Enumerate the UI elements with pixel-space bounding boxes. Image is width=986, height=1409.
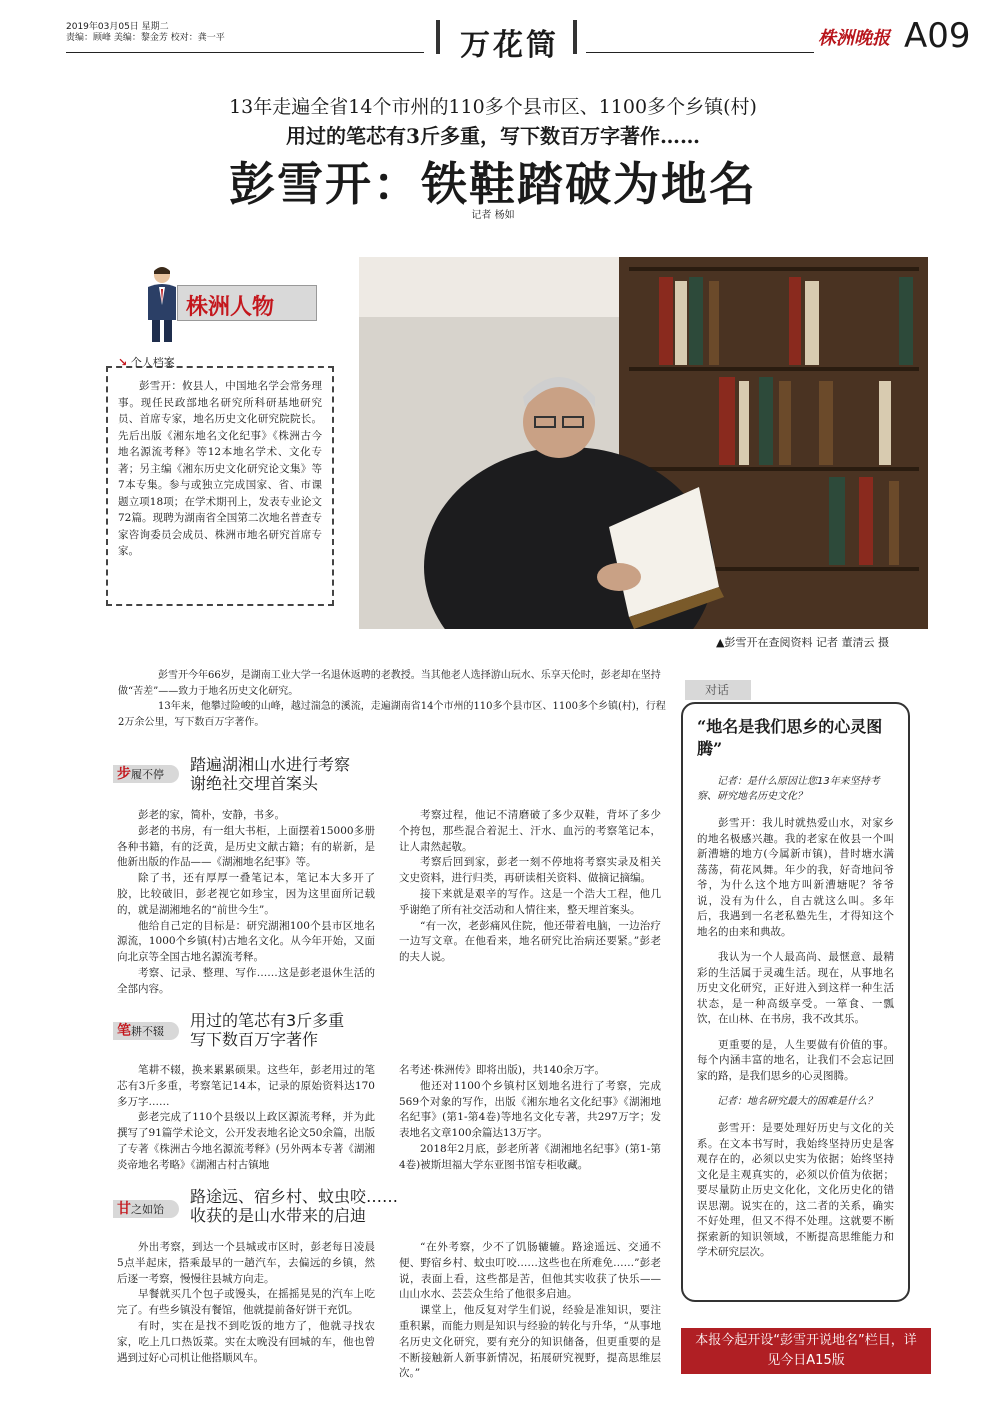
paragraph: 他给自己定的目标是：研究湖湘100个县市区地名源流，1000个乡镇(村)古地名文化。从今年开始，又面向北京等全国古地名源流考释。 bbox=[117, 919, 375, 964]
profile-box bbox=[106, 366, 334, 606]
paragraph: 课堂上，他反复对学生们说，经验是准知识，要注重积累，而能力则是知识与经验的转化与升华，“从事地名历史文化研究，要有充分的知识储备，但更重要的是不断接触新人新事新情况，拓展研究视野，提高思维层次。” bbox=[399, 1304, 661, 1380]
section-1-right bbox=[399, 808, 661, 966]
paragraph: 早餐就买几个包子或馒头，在摇摇晃晃的汽车上吃完了。有些乡镇没有餐馆，他就提前备好饼干充饥。 bbox=[117, 1288, 375, 1317]
subhead-1 bbox=[190, 755, 350, 793]
header-rule-right bbox=[586, 52, 814, 53]
subhead-3 bbox=[190, 1187, 398, 1225]
header-meta bbox=[66, 22, 366, 44]
paragraph: 外出考察，到达一个县城或市区时，彭老每日凌晨5点半起床，搭乘最早的一趟汽车，去偏远的乡镇，然后逐一考察，慢慢往县城方向走。 bbox=[117, 1241, 375, 1285]
paragraph: “有一次，老彭痛风住院，他还带着电脑，一边治疗一边写文章。在他看来，地名研究比治病还要紧。”彭老的夫人说。 bbox=[399, 919, 661, 964]
kicker-line-1: 13年走遍全省14个市州的110多个县市区、1100多个乡镇(村) bbox=[229, 96, 757, 118]
kicker-line-2: 用过的笔芯有3斤多重，写下数百万字著作…… bbox=[286, 124, 700, 148]
lead-paragraph: 彭雪开今年66岁，是湖南工业大学一名退休返聘的老教授。当其他老人选择游山玩水、乐享天伦时，彭老却在坚持做“苦差”——致力于地名历史文化研究。 bbox=[118, 670, 661, 697]
header-bar-right bbox=[573, 20, 577, 54]
dialog-tag: 对话 bbox=[685, 680, 751, 700]
subhead-line: 写下数百万字著作 bbox=[190, 1030, 319, 1049]
issue-date: 2019年03月05日 星期二 bbox=[66, 22, 169, 32]
arrow-icon: ↘ bbox=[118, 356, 128, 369]
subhead-tag-rest: 履不停 bbox=[131, 768, 164, 781]
dialog-title: “地名是我们思乡的心灵图腾” bbox=[697, 717, 883, 758]
section-1-left bbox=[117, 808, 375, 998]
page-number: A09 bbox=[904, 16, 971, 56]
byline: 记者 杨如 bbox=[471, 210, 515, 221]
subhead-tag-3 bbox=[113, 1200, 179, 1218]
paragraph: “在外考察，少不了饥肠辘辘。路途遥远、交通不便、野宿乡村、蚊虫叮咬……这些也在所难免……”彭老说，表面上看，这些都是苦，但他其实收获了快乐——山山水水、芸芸众生给了他很多启迪。 bbox=[399, 1241, 661, 1301]
subhead-2 bbox=[190, 1011, 344, 1049]
interview-question: 记者：地名研究最大的困难是什么？ bbox=[717, 1096, 877, 1107]
profile-tag-label: 个人档案 bbox=[130, 356, 175, 369]
subhead-tag-initial: 步 bbox=[117, 766, 131, 782]
paragraph: 2018年2月底，彭老所著《湖湘地名纪事》(第1-第4卷)被斯坦福大学东亚图书馆专柜收藏。 bbox=[399, 1142, 661, 1171]
interview-question: 记者：是什么原因让您13年来坚持考察、研究地名历史文化？ bbox=[697, 776, 880, 802]
column-banner bbox=[177, 285, 317, 321]
subhead-line: 谢绝社交埋首案头 bbox=[190, 774, 319, 793]
section-2-left bbox=[117, 1063, 375, 1174]
subhead-tag-rest: 耕不辍 bbox=[131, 1025, 164, 1038]
subhead-tag-2 bbox=[113, 1022, 179, 1040]
section-2-right bbox=[399, 1063, 661, 1174]
paragraph: 彭老的书房，有一组大书柜，上面摆着15000多册各种书籍，有的泛黄，是历史文献古籍；有的崭新，是他新出版的作品——《湖湘地名纪事》等。 bbox=[117, 824, 375, 869]
subhead-tag-initial: 笔 bbox=[117, 1023, 131, 1039]
subhead-line: 踏遍湖湘山水进行考察 bbox=[190, 755, 351, 774]
subhead-line: 路途远、宿乡村、蚊虫咬…… bbox=[190, 1187, 399, 1206]
section-3-left bbox=[117, 1240, 375, 1366]
paragraph: 笔耕不辍，换来累累硕果。这些年，彭老用过的笔芯有3斤多重，考察笔记14本，记录的原始资料达170多万字…… bbox=[117, 1064, 375, 1108]
article-photo bbox=[359, 257, 928, 629]
staff-credits: 责编：顾峰 美编：黎金芳 校对：龚一平 bbox=[66, 33, 225, 43]
subhead-tag-initial: 甘 bbox=[117, 1201, 131, 1217]
interview-answer: 我认为一个人最高尚、最惬意、最精彩的生活属于灵魂生活。现在，从事地名历史文化研究，正好进入到这样一种生活状态，是一种高级享受。一箪食、一瓢饮，在山林、在书房，我不改其乐。 bbox=[697, 951, 894, 1025]
paragraph: 考察过程，他记不清磨破了多少双鞋，背坏了多少个挎包，那些混合着泥土、汗水、血污的考察笔记本，让人肃然起敬。 bbox=[399, 809, 661, 853]
header-rule-left bbox=[66, 52, 424, 53]
column-name: 株洲人物 bbox=[186, 294, 275, 320]
paragraph: 除了书，还有厚厚一叠笔记本，笔记本大多开了胶，比较破旧，彭老视它如珍宝，因为这里面所记载的，就是湖湘地名的“前世今生”。 bbox=[117, 872, 375, 916]
profile-text: 彭雪开：攸县人，中国地名学会常务理事。现任民政部地名研究所科研基地研究员、首席专家，地名历史文化研究院院长。先后出版《湘东地名文化纪事》《株洲古今地名源流考释》等12本地名学术、文化专著；另主编《湘东历史文化研究论文集》等7本专集。参与或独立完成国家、省、市课题立项18项；在学术期刊上，发表专业论文72篇。现聘为湖南省全国第二次地名普查专家咨询委员会成员、株洲市地名研究首席专家。 bbox=[118, 380, 322, 557]
paragraph: 考察后回到家，彭老一刻不停地将考察实录及相关文史资料，进行归类，再研读相关资料、做摘记摘编。 bbox=[399, 856, 661, 885]
section-3-right bbox=[399, 1240, 661, 1382]
article-lead bbox=[118, 668, 670, 730]
column-logo bbox=[135, 265, 345, 345]
subhead-tag-1 bbox=[113, 765, 179, 783]
paragraph: 接下来就是艰辛的写作。这是一个浩大工程，他几乎谢绝了所有社交活动和人情往来，整天埋首案头。 bbox=[399, 887, 661, 916]
person-icon bbox=[145, 265, 179, 343]
subhead-tag-rest: 之如饴 bbox=[131, 1203, 164, 1216]
interview-answer: 更重要的是，人生要做有价值的事。每个内涵丰富的地名，让我们不会忘记回家的路，是我们思乡的心灵图腾。 bbox=[697, 1038, 894, 1082]
subhead-line: 收获的是山水带来的启迪 bbox=[190, 1206, 367, 1225]
lead-paragraph: 13年来，他攀过险峻的山峰，越过湍急的溪流，走遍湖南省14个市州的110多个县市区、1100多个乡镇(村)，行程2万余公里，写下数百万字著作。 bbox=[118, 701, 666, 728]
headline: 彭雪开：铁鞋踏破为地名 bbox=[229, 157, 757, 211]
paragraph: 彭老的家，简朴，安静，书多。 bbox=[138, 809, 285, 821]
paragraph: 彭老完成了110个县级以上政区源流考释，并为此撰写了91篇学术论文，公开发表地名论文50余篇，出版了专著《株洲古今地名源流考释》(另外两本专著《湖湘炎帝地名考略》《湖湘古村古镇地 bbox=[117, 1111, 375, 1171]
newspaper-logo: 株洲晚报 bbox=[818, 28, 890, 49]
paragraph: 有时，实在是找不到吃饭的地方了，他就寻找农家，吃上几口热饭菜。实在太晚没有回城的车，他也曾遇到过好心司机让他搭顺风车。 bbox=[117, 1319, 375, 1364]
promo-box: 本报今起开设“彭雪开说地名”栏目，详见今日A15版 bbox=[681, 1328, 931, 1374]
dialog-box bbox=[681, 702, 910, 1302]
paragraph: 他还对1100个乡镇村区划地名进行了考察，完成569个对象的写作，出版《湘东地名文化纪事》《湖湘地名纪事》(第1-第4卷)等地名文化专著，共297万字；发表地名文章100余篇达13万字。 bbox=[399, 1079, 661, 1140]
paragraph: 名考述·株洲传》即将出版)，共140余万字。 bbox=[399, 1064, 605, 1076]
header-bar-left bbox=[436, 20, 440, 54]
paragraph: 考察、记录、整理、写作……这是彭老退休生活的全部内容。 bbox=[117, 966, 375, 995]
interview-answer: 彭雪开：是要处理好历史与文化的关系。在文本书写时，我始终坚持历史是客观存在的，必须以史实为依据；始终坚持文化是主观真实的，必须以价值为依据；要尽量防止历史文化化，文化历史化的错误思潮。说实在的，这二者的关系，确实不好处理，但又不得不处理。这就要不断探索新的知识领域，不断提高思维能力和学术研究层次。 bbox=[697, 1122, 894, 1258]
subhead-line: 用过的笔芯有3斤多重 bbox=[190, 1011, 345, 1030]
photo-caption: ▲彭雪开在查阅资料 记者 董清云 摄 bbox=[716, 636, 889, 649]
section-title: 万花筒 bbox=[460, 28, 559, 63]
interview-answer: 彭雪开：我儿时就热爱山水，对家乡的地名极感兴趣。我的老家在攸县一个叫新漕塘的地方(今属新市镇)，昔时塘水满荡荡，荷花风舞。年少的我，好奇地问爷爷，为什么这个地方叫新漕塘呢？爷爷说，没有为什么，自古就这么叫。多年后，我遇到一名老私塾先生，才得知这个地名的由来和典故。 bbox=[697, 817, 894, 938]
